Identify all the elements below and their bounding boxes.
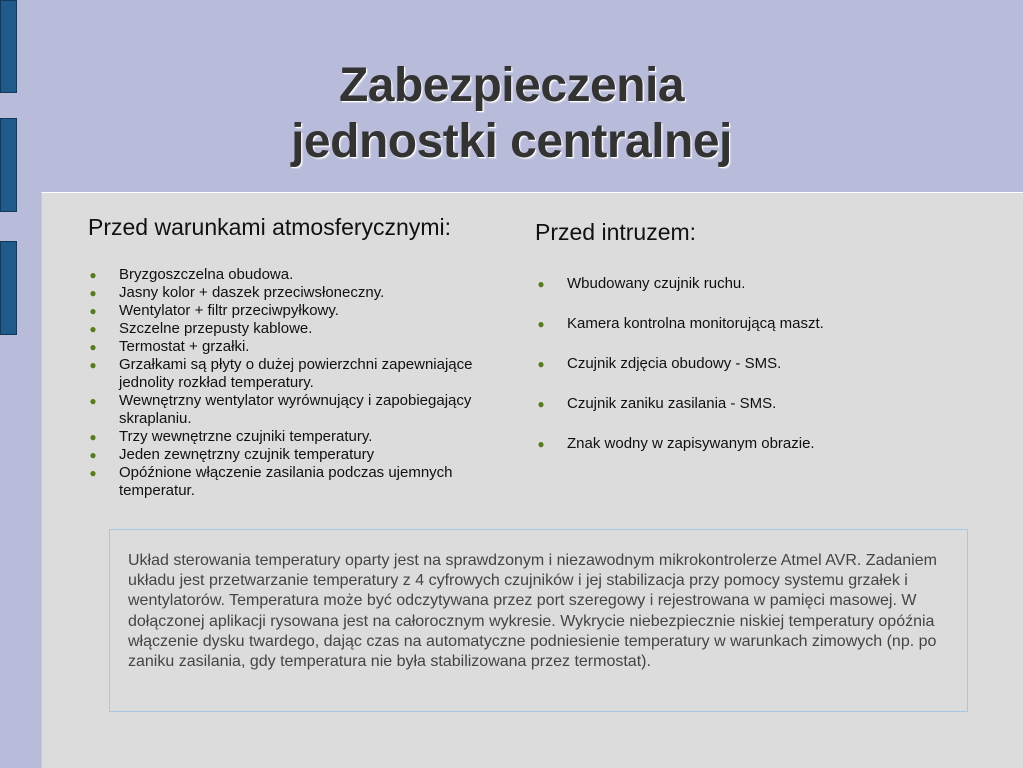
bullet-icon: ●	[89, 322, 97, 336]
list-item-text: Czujnik zaniku zasilania - SMS.	[567, 395, 777, 412]
list-item-text: Wentylator + filtr przeciwpyłkowy.	[119, 302, 339, 319]
list-item	[89, 356, 499, 392]
list-item	[89, 284, 499, 302]
list-item-text: Znak wodny w zapisywanym obrazie.	[567, 435, 815, 452]
list-item-text: Grzałkami są płyty o dużej powierzchni zapewniające jednolity rozkład temperatury.	[119, 356, 473, 391]
list-item-text: Jasny kolor + daszek przeciwsłoneczny.	[119, 284, 385, 301]
bullet-icon: ●	[537, 277, 545, 291]
bullet-icon: ●	[89, 394, 97, 408]
slide-title-line2: jednostki centralnej	[291, 115, 732, 168]
bullet-icon: ●	[89, 358, 97, 372]
bullet-icon: ●	[89, 268, 97, 282]
slide-title	[0, 58, 1023, 170]
list-item-text: Termostat + grzałki.	[119, 338, 250, 355]
list-item	[89, 446, 499, 464]
bullet-icon: ●	[537, 397, 545, 411]
list-item	[537, 315, 967, 333]
bullet-icon: ●	[89, 340, 97, 354]
list-item	[537, 395, 967, 413]
list-item	[537, 275, 967, 293]
info-text: Układ sterowania temperatury oparty jest na sprawdzonym i niezawodnym mikrokontrolerze Atmel AVR. Zadaniem układu jest przetwarzanie temperatury z 4 cyfrowych czujników i jej stabilizacja przy pomocy systemu grzałek i wentylatorów. Temperatura może być odczytywana przez port szeregowy i rejestrowana w pamięci masowej. W dołączonej aplikacji rysowana jest na całorocznym wykresie. Wykrycie niebezpiecznie niskiej temperatury opóźnia włączenie dysku twardego, dając czas na automatyczne podniesienie temperatury w warunkach zimowych (np. po zaniku zasilania, gdy temperatura nie była stabilizowana przez termostat).	[128, 552, 937, 671]
left-bullet-list	[89, 266, 499, 500]
list-item-text: Jeden zewnętrzny czujnik temperatury	[119, 446, 375, 463]
list-item-text: Trzy wewnętrzne czujniki temperatury.	[119, 428, 373, 445]
list-item	[537, 355, 967, 373]
list-item-text: Czujnik zdjęcia obudowy - SMS.	[567, 355, 782, 372]
list-item-text: Wbudowany czujnik ruchu.	[567, 275, 746, 292]
slide-title-line1: Zabezpieczenia	[338, 59, 685, 112]
bullet-icon: ●	[537, 437, 545, 451]
list-item	[89, 392, 499, 428]
list-item	[537, 435, 967, 453]
list-item-text: Szczelne przepusty kablowe.	[119, 320, 313, 337]
bullet-icon: ●	[537, 317, 545, 331]
list-item-text: Bryzgoszczelna obudowa.	[119, 266, 294, 283]
list-item	[89, 266, 499, 284]
list-item	[89, 464, 499, 500]
right-column-heading: Przed intruzem:	[535, 219, 697, 245]
left-column-heading: Przed warunkami atmosferycznymi:	[88, 214, 451, 240]
bullet-icon: ●	[89, 448, 97, 462]
side-bar-bottom	[0, 241, 17, 335]
list-item	[89, 338, 499, 356]
info-text-box	[109, 529, 968, 712]
bullet-icon: ●	[89, 304, 97, 318]
list-item	[89, 320, 499, 338]
list-item	[89, 302, 499, 320]
right-bullet-list	[537, 275, 967, 475]
bullet-icon: ●	[537, 357, 545, 371]
bullet-icon: ●	[89, 286, 97, 300]
bullet-icon: ●	[89, 466, 97, 480]
list-item-text: Opóźnione włączenie zasilania podczas ujemnych temperatur.	[119, 464, 453, 499]
list-item-text: Wewnętrzny wentylator wyrównujący i zapobiegający skraplaniu.	[119, 392, 472, 427]
list-item-text: Kamera kontrolna monitorującą maszt.	[567, 315, 824, 332]
bullet-icon: ●	[89, 430, 97, 444]
list-item	[89, 428, 499, 446]
